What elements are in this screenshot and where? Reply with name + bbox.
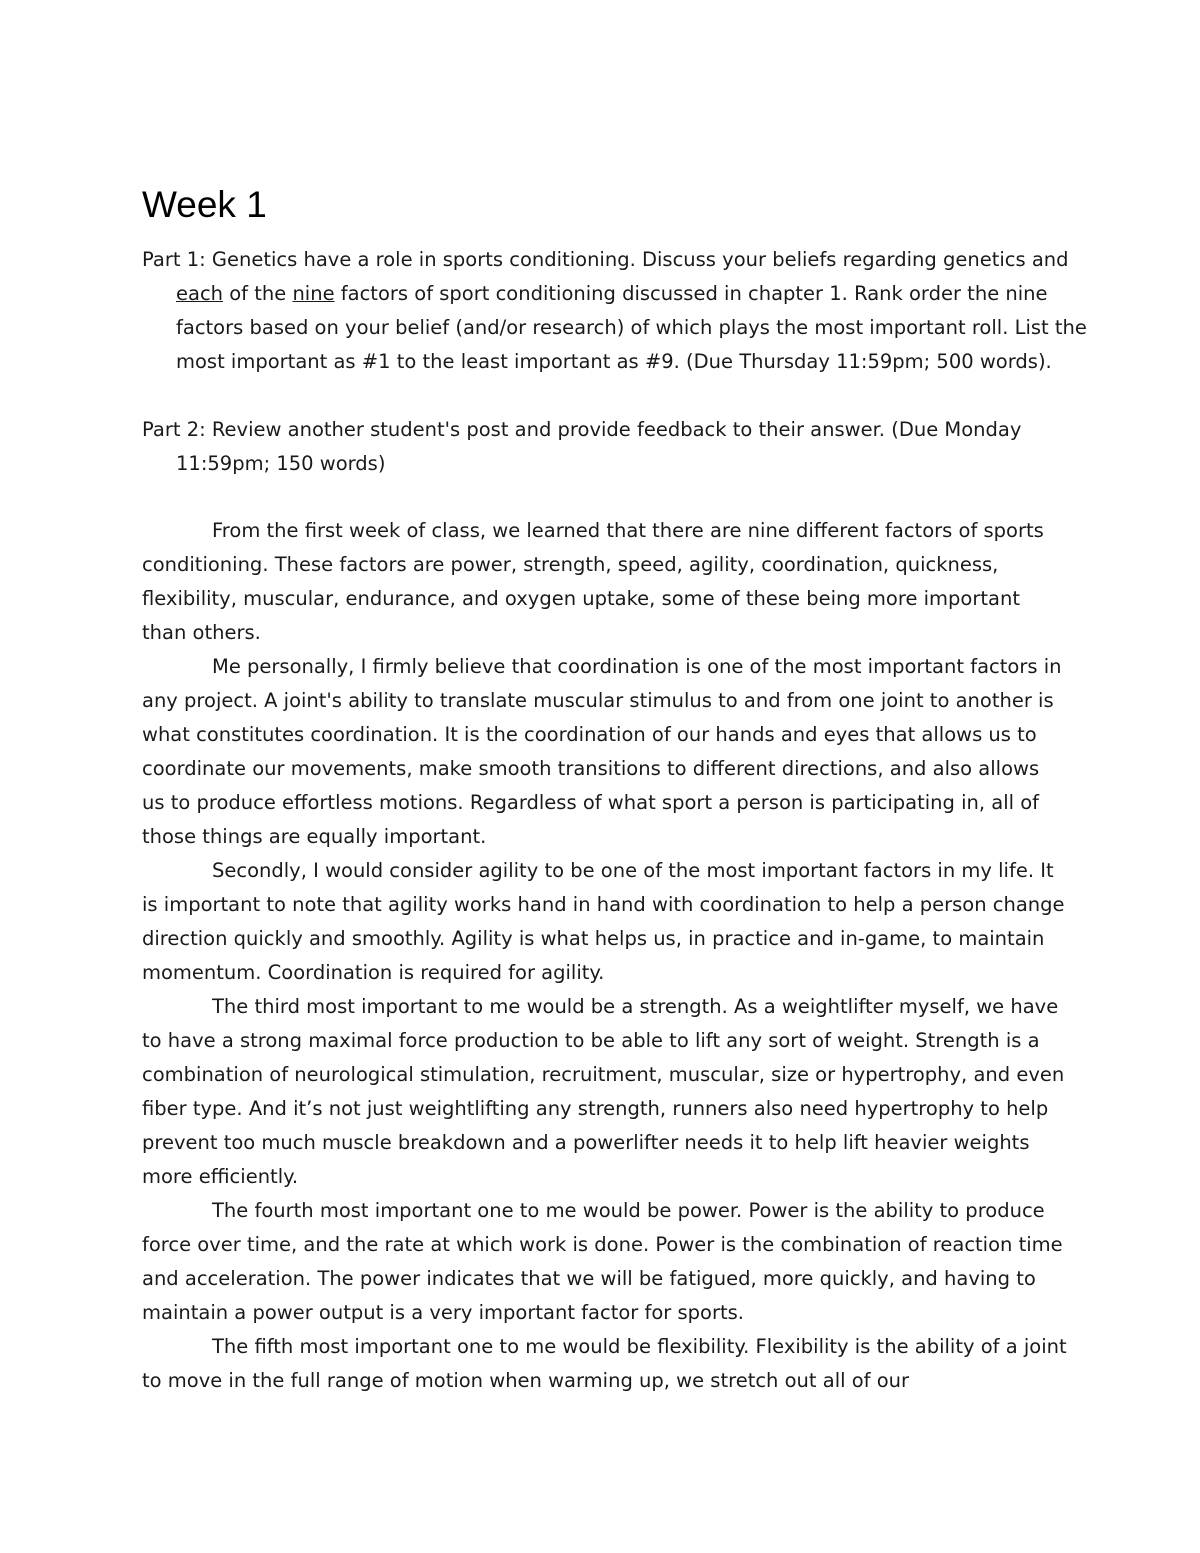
essay-paragraph: The fifth most important one to me would be flexibility. Flexibility is the ability of a joint to move in the full range of motion when warming up, we stretch out all of our <box>142 1335 1067 1392</box>
essay-paragraph: Secondly, I would consider agility to be one of the most important factors in my life. It is important to note that agility works hand in hand with coordination to help a person change direction quickly and smoothly. Agility is what helps us, in practice and in-game, to maintain momentum. Coordination is required for agility. <box>142 859 1065 984</box>
essay-paragraph: Me personally, I firmly believe that coordination is one of the most important factors in any project. A joint's ability to translate muscular stimulus to and from one joint to another is what constitutes coordination. It is the coordination of our hands and eyes that allows us to coordinate our movements, make smooth transitions to different directions, and also allows us to produce effortless motions. Regardless of what sport a person is participating in, all of those things are equally important. <box>142 655 1062 848</box>
essay-paragraph: From the first week of class, we learned that there are nine different factors of sports conditioning. These factors are power, strength, speed, agility, coordination, quickness, flexibility, muscular, endurance, and oxygen uptake, some of these being more important than others. <box>142 519 1044 644</box>
assignment-part-1 <box>142 243 1096 379</box>
assignment-part-2: Part 2: Review another student's post and provide feedback to their answer. (Due Monday 11:59pm; 150 words) <box>142 418 1022 475</box>
essay-paragraph: The third most important to me would be a strength. As a weightlifter myself, we have to have a strong maximal force production to be able to lift any sort of weight. Strength is a combination of neurological stimulation, recruitment, muscular, size or hypertrophy, and even fiber type. And it’s not just weightlifting any strength, runners also need hypertrophy to help prevent too much muscle breakdown and a powerlifter needs it to help lift heavier weights more efficiently. <box>142 995 1065 1188</box>
part-1-text-start: Part 1: Genetics have a role in sports conditioning. Discuss your beliefs regarding genetics and <box>142 248 1069 271</box>
essay-body <box>142 514 1067 1398</box>
part-1-emphasis-nine: nine <box>292 282 335 305</box>
part-1-text-end: factors of sport conditioning discussed in chapter 1. Rank order the nine factors based on your belief (and/or research) of which plays the most important roll. List the most important as #1 to the least important as #9. (Due Thursday 11:59pm; 500 words). <box>176 282 1087 373</box>
page-title: Week 1 <box>142 184 267 225</box>
part-1-emphasis-each: each <box>176 282 224 305</box>
essay-paragraph: The fourth most important one to me would be power. Power is the ability to produce force over time, and the rate at which work is done. Power is the combination of reaction time and acceleration. The power indicates that we will be fatigued, more quickly, and having to maintain a power output is a very important factor for sports. <box>142 1199 1063 1324</box>
part-1-text-middle: of the <box>223 282 293 305</box>
